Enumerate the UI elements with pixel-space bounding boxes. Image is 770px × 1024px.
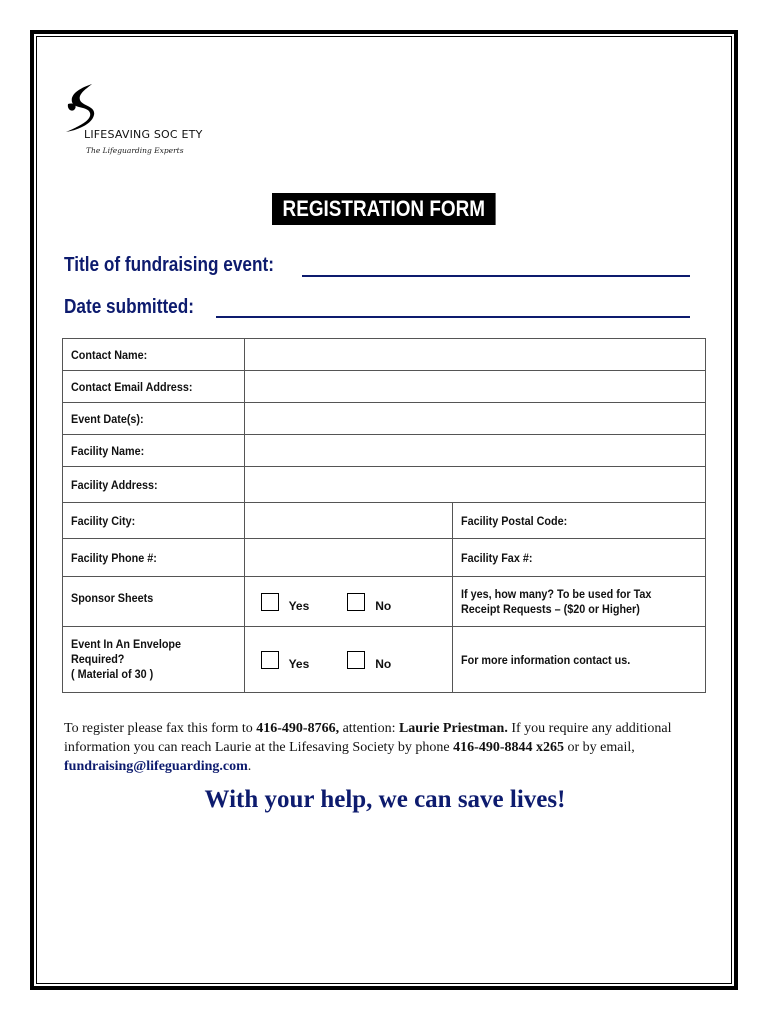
table-row <box>63 435 706 467</box>
table-row <box>63 339 706 371</box>
table-label: Facility Address: <box>63 467 245 503</box>
facility-city-input[interactable] <box>244 503 452 539</box>
contact-email-input[interactable] <box>244 371 705 403</box>
envelope-yes-checkbox[interactable] <box>261 651 279 669</box>
facility-address-input[interactable] <box>244 467 705 503</box>
table-row <box>63 627 706 693</box>
table-label: Facility Phone #: <box>63 539 245 577</box>
event-title-label: Title of fundraising event: <box>64 254 274 276</box>
logo-tagline: The Lifeguarding Experts <box>86 146 184 155</box>
facility-phone-input[interactable] <box>244 539 452 577</box>
event-title-field <box>64 254 308 277</box>
page-title: REGISTRATION FORM <box>272 193 496 225</box>
facility-fax-field[interactable]: Facility Fax #: <box>452 539 705 577</box>
table-label: Event Date(s): <box>63 403 245 435</box>
facility-name-input[interactable] <box>244 435 705 467</box>
table-label: Facility Name: <box>63 435 245 467</box>
lifesaving-society-logo <box>62 82 222 162</box>
envelope-label-line3: ( Material of 30 ) <box>71 667 154 681</box>
email-link[interactable]: fundraising@lifeguarding.com <box>64 759 248 774</box>
contact-name-input[interactable] <box>244 339 705 371</box>
envelope-no-checkbox[interactable] <box>347 651 365 669</box>
sponsor-note: If yes, how many? To be used for Tax Receipt Requests – ($20 or Higher) <box>452 577 705 627</box>
envelope-note: For more information contact us. <box>452 627 705 693</box>
table-label <box>63 627 245 693</box>
event-dates-input[interactable] <box>244 403 705 435</box>
table-label: Contact Email Address: <box>63 371 245 403</box>
logo-name: LIFESAVING SOC ETY <box>84 128 203 141</box>
date-submitted-label: Date submitted: <box>64 296 194 318</box>
envelope-label-line1: Event In An Envelope <box>71 637 182 651</box>
facility-postal-code-field[interactable]: Facility Postal Code: <box>452 503 705 539</box>
slogan: With your help, we can save lives! <box>204 786 566 813</box>
footer-instructions: To register please fax this form to 416-490-8766, attention: Laurie Priestman. If you require any additional information you can reach Laurie at the Lifesaving Society by phone 416-490-8844 x265 or by email, fundraising@lifeguarding.com. <box>64 721 672 774</box>
table-label: Facility City: <box>63 503 245 539</box>
envelope-options: Yes No <box>244 627 452 693</box>
table-row <box>63 467 706 503</box>
table-label: Sponsor Sheets <box>63 577 245 627</box>
date-submitted-field <box>64 296 215 319</box>
table-label: Contact Name: <box>63 339 245 371</box>
date-submitted-input[interactable] <box>216 316 690 318</box>
sponsor-sheets-options: Yes No <box>244 577 452 627</box>
envelope-label-line2: Required? <box>71 652 125 666</box>
sponsor-no-checkbox[interactable] <box>347 593 365 611</box>
table-row <box>63 371 706 403</box>
table-row <box>63 503 706 539</box>
registration-table <box>62 338 706 693</box>
table-row <box>63 577 706 627</box>
table-row <box>63 403 706 435</box>
table-row <box>63 539 706 577</box>
sponsor-yes-checkbox[interactable] <box>261 593 279 611</box>
event-title-input[interactable] <box>302 275 690 277</box>
